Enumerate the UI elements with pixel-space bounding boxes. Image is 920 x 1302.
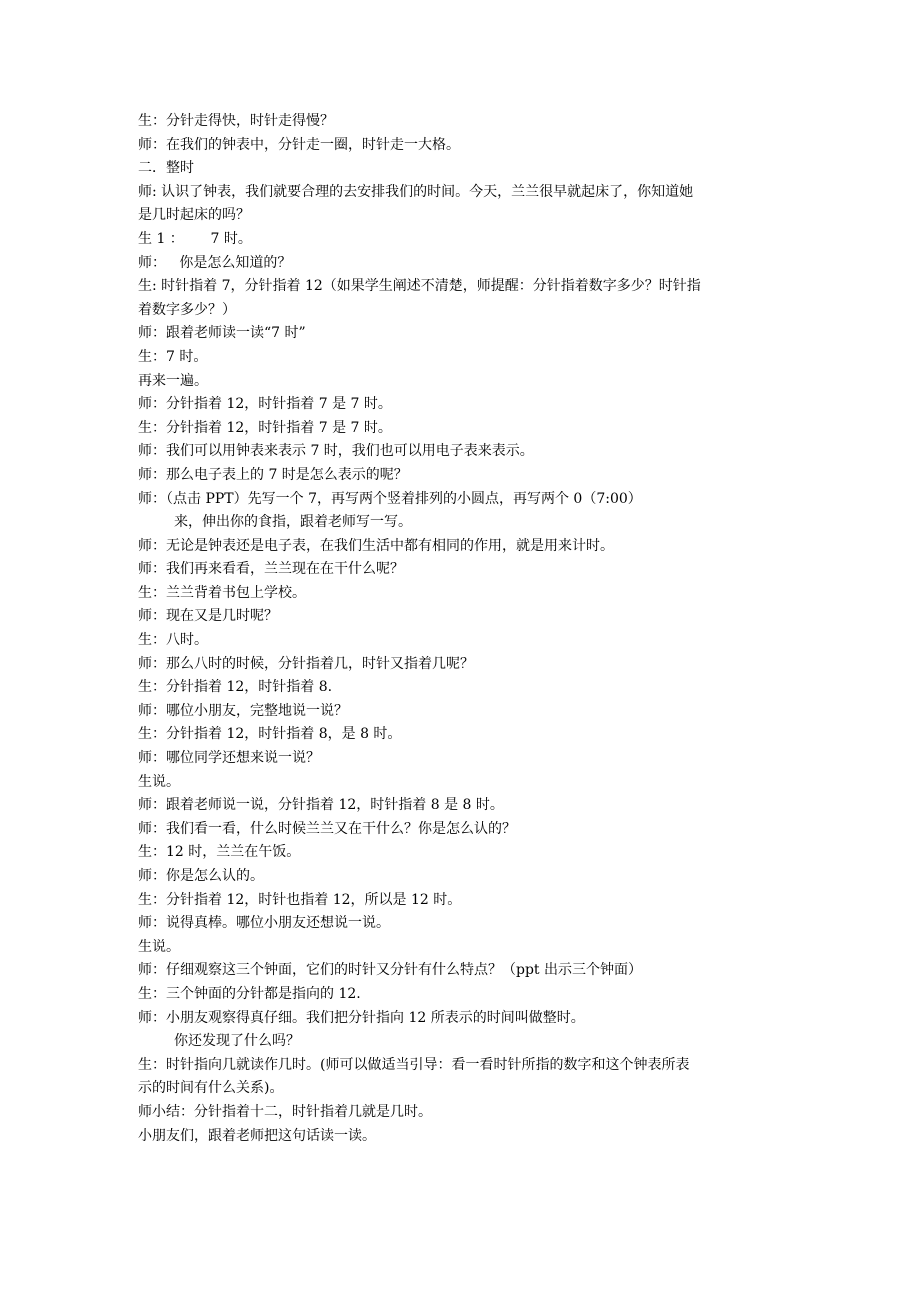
dialogue-line: 师：跟着老师读一读“7 时” [138, 325, 306, 342]
section-heading: 二．整时 [138, 160, 194, 177]
dialogue-line: 师：你是怎么认的。 [138, 868, 264, 884]
dialogue-line: 小朋友们，跟着老师把这句话读一读。 [138, 1127, 376, 1144]
dialogue-line: 再来一遍。 [138, 372, 208, 389]
dialogue-line: 生：时针指向几就读作几时。(师可以做适当引导：看一看时针所指的数字和这个钟表所表 [138, 1056, 690, 1073]
summary-line: 师小结：分针指着十二，时针指着几就是几时。 [138, 1103, 432, 1120]
dialogue-line: 师：我们可以用钟表来表示 7 时，我们也可以用电子表来表示。 [138, 443, 534, 460]
dialogue-line: 生：分针走得快，时针走得慢？ [138, 113, 334, 129]
dialogue-line: 师：在我们的钟表中，分针走一圈，时针走一大格。 [138, 136, 460, 153]
dialogue-line: 师：小朋友观察得真仔细。我们把分针指向 12 所表示的时间叫做整时。 [138, 1009, 585, 1026]
dialogue-line: 生：7 时。 [138, 348, 208, 365]
dialogue-line: 师：我们再来看看，兰兰现在在干什么呢？ [138, 561, 404, 578]
document-page [138, 110, 788, 1148]
dialogue-line: 生 1 ： 7 时。 [138, 230, 252, 247]
dialogue-line: 师：仔细观察这三个钟面，它们的时针又分针有什么特点？（ppt 出示三个钟面） [138, 962, 642, 979]
dialogue-line: 师：无论是钟表还是电子表，在我们生活中都有相同的作用，就是用来计时。 [138, 537, 614, 554]
dialogue-line: 师： 你是怎么知道的？ [138, 254, 292, 271]
dialogue-line: 师：我们看一看，什么时候兰兰又在干什么？你是怎么认的？ [138, 820, 516, 837]
dialogue-line: 师：跟着老师说一说，分针指着 12，时针指着 8 是 8 时。 [138, 797, 504, 814]
dialogue-line: 师: 认识了钟表，我们就要合理的去安排我们的时间。今天，兰兰很早就起床了，你知道她 [138, 183, 694, 200]
dialogue-line-continued: 示的时间有什么关系)。 [138, 1080, 284, 1097]
dialogue-line: 师：哪位同学还想来说一说？ [138, 750, 320, 767]
dialogue-line: 师：分针指着 12，时针指着 7 是 7 时。 [138, 396, 392, 413]
dialogue-line-continued: 是几时起床的吗？ [138, 207, 250, 224]
dialogue-line: 生：分针指着 12，时针指着 7 是 7 时。 [138, 419, 392, 436]
dialogue-line: 生：三个钟面的分针都是指向的 12. [138, 985, 361, 1002]
dialogue-line: 生：分针指着 12，时针也指着 12，所以是 12 时。 [138, 891, 462, 908]
dialogue-line: 师：（点击 PPT）先写一个 7，再写两个竖着排列的小圆点，再写两个 0（7:00） [138, 490, 642, 507]
dialogue-line: 生：兰兰背着书包上学校。 [138, 584, 306, 601]
dialogue-line-indented: 你还发现了什么吗？ [174, 1033, 300, 1050]
dialogue-line: 师：那么电子表上的 7 时是怎么表示的呢？ [138, 466, 408, 483]
dialogue-line: 生说。 [138, 938, 180, 955]
dialogue-line: 师：哪位小朋友，完整地说一说？ [138, 702, 348, 719]
dialogue-line: 师：那么八时的时候，分针指着几，时针又指着几呢？ [138, 655, 474, 672]
dialogue-line: 生说。 [138, 773, 180, 790]
dialogue-line-indented: 来，伸出你的食指，跟着老师写一写。 [174, 514, 412, 531]
dialogue-line: 生：八时。 [138, 632, 208, 649]
dialogue-line-continued: 着数字多少？） [138, 301, 236, 318]
dialogue-line: 生：分针指着 12，时针指着 8，是 8 时。 [138, 726, 402, 743]
dialogue-line: 师：说得真棒。哪位小朋友还想说一说。 [138, 915, 390, 932]
dialogue-line: 师：现在又是几时呢？ [138, 608, 278, 625]
dialogue-line: 生: 时针指着 7，分针指着 12（如果学生阐述不清楚，师提醒：分针指着数字多少？时针指 [138, 278, 701, 295]
dialogue-line: 生：分针指着 12，时针指着 8. [138, 679, 333, 696]
dialogue-line: 生：12 时，兰兰在午饭。 [138, 844, 301, 861]
